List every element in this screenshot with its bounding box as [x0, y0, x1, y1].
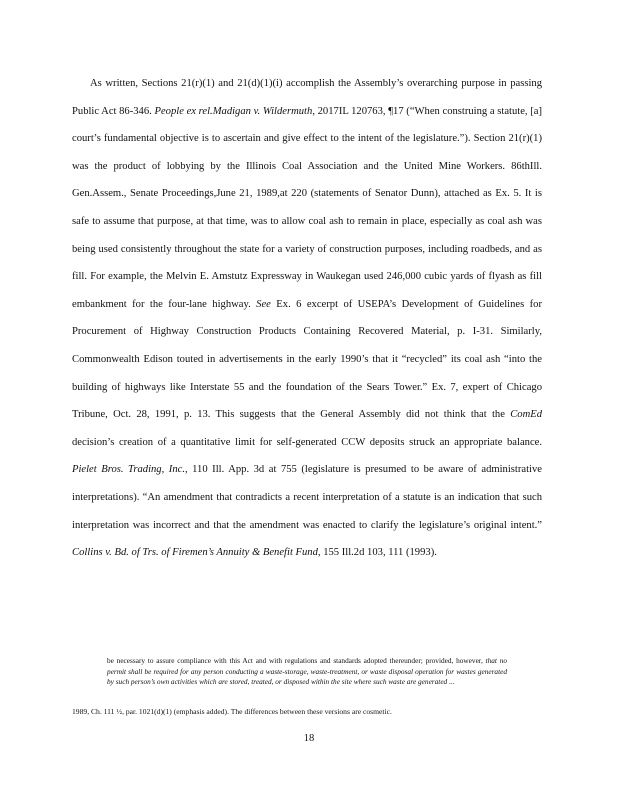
- body-text-segment: Ex. 6 excerpt of USEPA’s Development of Guidelines for Procurement of Highway Construction Products Containing Recovered Material, p. I-31. Similarly, Commonwealth Edison touted in advertisements in the early 1990’s that it “recycled” its coal ash “into the building of highways like Interstate 55 and the foundation of the Sears Tower.” Ex. 7, expert of Chicago Tribune, Oct. 28, 1991, p. 13. This suggests that the General Assembly did not think that the: [72, 298, 542, 421]
- citation-signal: See: [256, 298, 271, 310]
- body-text-segment: , 2017IL 120763, ¶17 (“When construing a statute, [a] court’s fundamental objective is to ascertain and give effect to the intent of the legislature.”). Section 21(r)(1) was the product of lobbying by the Illinois Coal Association and the United Mine Workers. 86thIll. Gen.Assem., Senate Proceedings,June 21, 1989,at 220 (statements of Senator Dunn), attached as Ex. 5. It is safe to assume that purpose, at that time, was to allow coal ash to remain in place, especially as coal ash was being used consistently throughout the state for a variety of construction purposes, including roadbeds, and as fill. For example, the Melvin E. Amstutz Expressway in Waukegan used 246,000 cubic yards of flyash as fill embankment for the four-lane highway.: [72, 105, 543, 310]
- case-citation: Pielet Bros. Trading, Inc.: [72, 464, 185, 476]
- case-name: ComEd: [510, 409, 543, 421]
- footnote-emphasis: that no permit shall be required for any person conducting a waste-storage, waste-treatment, or waste disposal operation for wastes generated by such person’s own activities which are stored, treated, or disposed within the site where such waste are generated: [107, 656, 507, 686]
- footnote-quote: [107, 656, 507, 688]
- body-text-segment: , 155 Ill.2d 103, 111 (1993).: [317, 547, 437, 559]
- case-citation: People ex rel.Madigan v. Wildermuth: [154, 105, 313, 117]
- body-text-segment: As written, Sections 21(r)(1) and 21(d)(1)(i) accomplish the Assembly’s overarching purpose in passing Public Act 86-346.: [72, 78, 542, 117]
- body-text-segment: decision’s creation of a quantitative limit for self-generated CCW deposits struck an appropriate balance.: [72, 436, 542, 448]
- footnote-citation: 1989, Ch. 111 ½, par. 1021(d)(1) (emphasis added). The differences between these versions are cosmetic.: [72, 707, 392, 716]
- case-citation: Collins v. Bd. of Trs. of Firemen’s Annuity & Benefit Fund: [72, 547, 318, 559]
- footnote-ellipsis: ...: [449, 677, 455, 686]
- footnote-text: be necessary to assure compliance with this Act and with regulations and standards adopted thereunder; provided, however,: [107, 656, 483, 665]
- body-paragraph: [72, 70, 542, 567]
- page-number: 18: [303, 733, 315, 744]
- body-text-segment: , 110 Ill. App. 3d at 755 (legislature is presumed to be aware of administrative interpretations). “An amendment that contradicts a recent interpretation of a statute is an indication that such interpretation was incorrect and that the amendment was enacted to clarify the legislature’s original intent.”: [72, 464, 542, 531]
